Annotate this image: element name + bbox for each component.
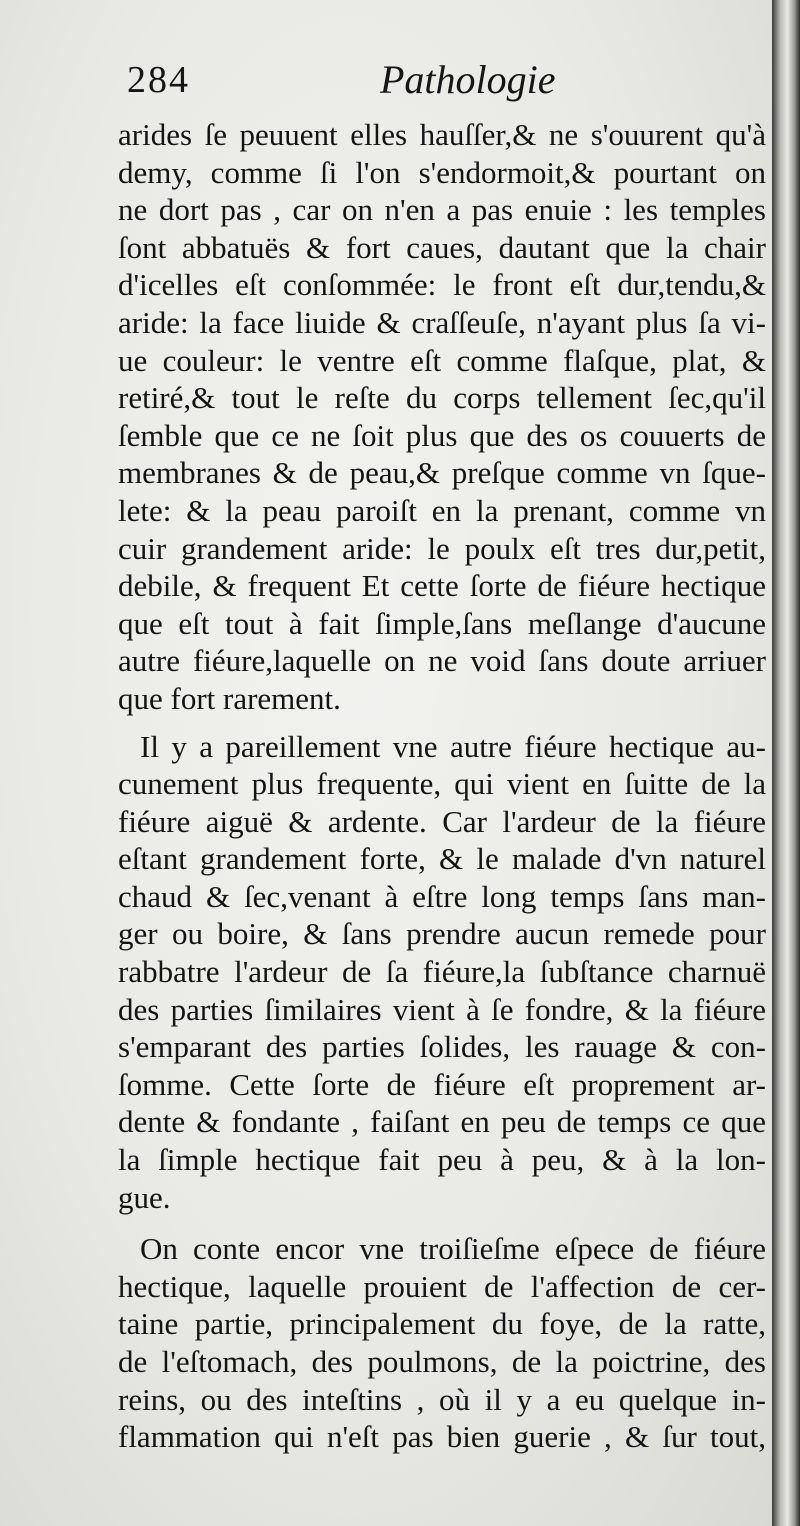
text-line: de l'eſtomach, des poulmons, de la poictrine, des xyxy=(118,1344,766,1379)
text-line: autre fiéure,laquelle on ne void ſans doute arriuer xyxy=(118,643,766,679)
book-gutter xyxy=(772,0,800,1526)
running-title: Pathologie xyxy=(380,57,556,102)
text-line: d'icelles eſt conſommée: le front eſt dur,tendu,& xyxy=(118,267,766,303)
text-line: debile, & frequent Et cette ſorte de fiéure hectique xyxy=(118,568,766,604)
paragraph-2 xyxy=(118,728,766,1217)
text-line: dente & fondante , faiſant en peu de temps ce que xyxy=(118,1104,766,1140)
text-line: Il y a pareillement vne autre fiéure hectique au- xyxy=(140,728,766,764)
text-line: taine partie, principalement du foye, de la ratte, xyxy=(118,1306,766,1342)
text-line: s'emparant des parties ſolides, les rauage & con- xyxy=(118,1029,766,1065)
text-line: cuir grandement aride: le poulx eſt tres dur,petit, xyxy=(118,530,766,566)
body-text xyxy=(118,116,766,1456)
text-line: ue couleur: le ventre eſt comme flaſque, plat, & xyxy=(118,342,766,378)
text-line: arides ſe peuuent elles hauſſer,& ne s'ouurent qu'à xyxy=(118,117,766,152)
text-line: ſemble que ce ne ſoit plus que des os couuerts de xyxy=(118,417,766,453)
text-line: demy, comme ſi l'on s'endormoit,& pourtant on xyxy=(118,154,766,190)
text-line: On conte encor vne troiſieſme eſpece de fiéure xyxy=(140,1231,766,1267)
text-line: ſomme. Cette ſorte de fiéure eſt proprement ar- xyxy=(118,1066,766,1102)
text-line: chaud & ſec,venant à eſtre long temps ſans man- xyxy=(118,878,766,914)
text-line: ne dort pas , car on n'en a pas enuie : les temples xyxy=(118,192,766,228)
text-line: lete: & la peau paroiſt en la prenant, comme vn xyxy=(118,492,766,528)
text-line: que fort rarement. xyxy=(118,680,341,716)
text-line: flammation qui n'eſt pas bien guerie , & ſur tout, xyxy=(118,1419,766,1455)
text-line: cunement plus frequente, qui vient en ſuitte de la xyxy=(118,766,766,802)
text-line: ſont abbatuës & fort caues, dautant que la chair xyxy=(118,229,766,265)
text-line: que eſt tout à fait ſimple,ſans meſlange d'aucune xyxy=(118,605,766,641)
text-line: ger ou boire, & ſans prendre aucun remede pour xyxy=(118,916,766,952)
paragraph-3 xyxy=(118,1230,766,1456)
text-line: rabbatre l'ardeur de ſa fiéure,la ſubſtance charnuë xyxy=(118,954,766,990)
page-number: 284 xyxy=(127,59,190,101)
text-line: hectique, laquelle prouient de l'affection de cer- xyxy=(118,1268,766,1304)
text-line: gue. xyxy=(118,1179,171,1215)
paragraph-1 xyxy=(118,116,766,718)
text-line: fiéure aiguë & ardente. Car l'ardeur de la fiéure xyxy=(118,803,766,839)
text-line: membranes & de peau,& preſque comme vn ſque- xyxy=(118,455,766,491)
text-line: retiré,& tout le reſte du corps tellement ſec,qu'il xyxy=(118,380,766,416)
text-line: reins, ou des inteſtins , où il y a eu quelque in- xyxy=(118,1381,766,1417)
text-line: des parties ſimilaires vient à ſe fondre, & la fiéure xyxy=(118,991,766,1027)
text-line: eſtant grandement forte, & le malade d'vn naturel xyxy=(118,841,766,877)
text-line: la ſimple hectique fait peu à peu, & à la lon- xyxy=(118,1142,766,1178)
text-line: aride: la face liuide & craſſeuſe, n'ayant plus ſa vi- xyxy=(118,304,766,340)
